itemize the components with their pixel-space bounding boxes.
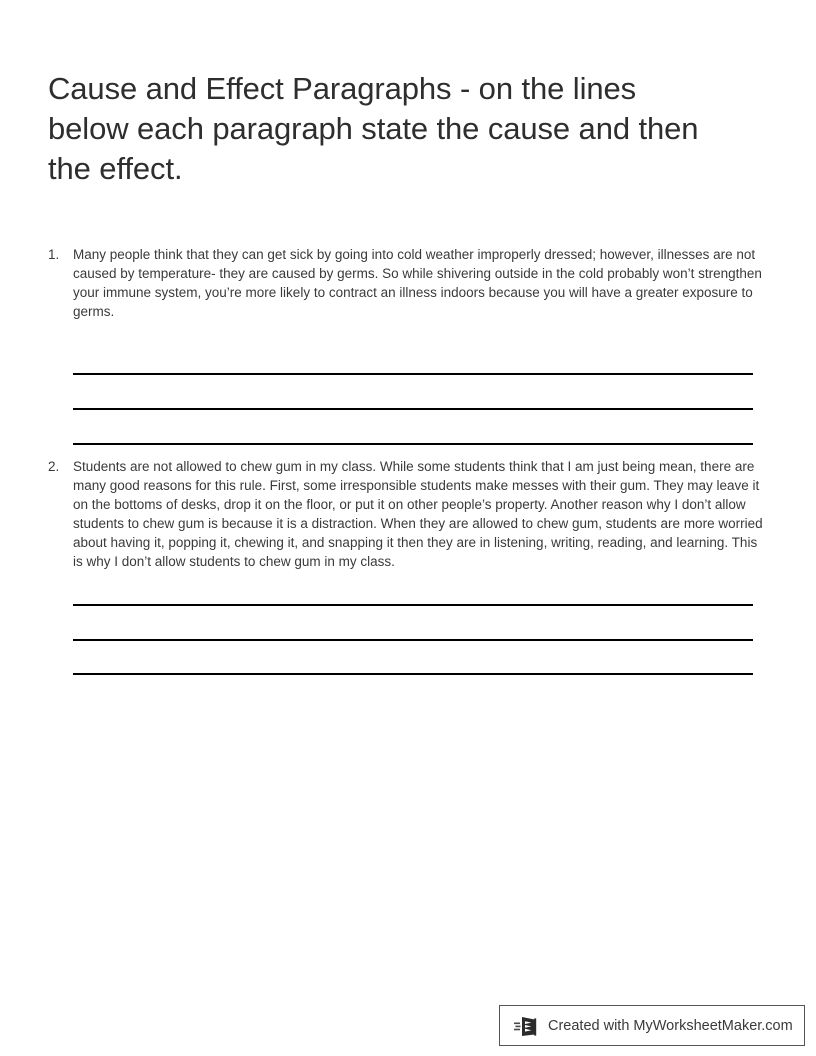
answer-line-2-3[interactable] [73,673,753,675]
answer-lines-2 [73,604,753,675]
question-body-2 [48,457,768,571]
answer-line-1-3[interactable] [73,443,753,445]
question-number-1: 1. [48,247,60,262]
question-body-1 [48,245,768,321]
question-item-1 [48,245,768,445]
answer-line-2-2[interactable] [73,639,753,641]
question-text-1: Many people think that they can get sick by going into cold weather improperly dressed; however, illnesses are not caused by temperature- they are caused by germs. So while shivering outside in the cold probably won’t strengthen your immune system, you’re more likely to contract an illness indoors because you will have a greater exposure to germs. [73,247,762,319]
myworksheetmaker-logo-icon [514,1013,540,1039]
page-title: Cause and Effect Paragraphs - on the lines below each paragraph state the cause and then the effect. [48,70,707,186]
created-with-label: Created with MyWorksheetMaker.com [548,1017,793,1034]
question-number-2: 2. [48,459,60,474]
question-item-2 [48,457,768,675]
answer-line-1-2[interactable] [73,408,753,410]
question-text-2: Students are not allowed to chew gum in my class. While some students think that I am just being mean, there are many good reasons for this rule. First, some irresponsible students make messes with their gum. They may leave it on the bottoms of desks, drop it on the floor, or put it on other people’s property. Another reason why I don’t allow students to chew gum is because it is a distraction. When they are allowed to chew gum, students are more worried about having it, popping it, chewing it, and snapping it then they are in listening, writing, reading, and learning. This is why I don’t allow students to chew gum in my class. [73,459,763,569]
answer-line-1-1[interactable] [73,373,753,375]
created-with-badge[interactable] [499,1005,805,1046]
answer-line-2-1[interactable] [73,604,753,606]
answer-lines-1 [73,373,753,445]
